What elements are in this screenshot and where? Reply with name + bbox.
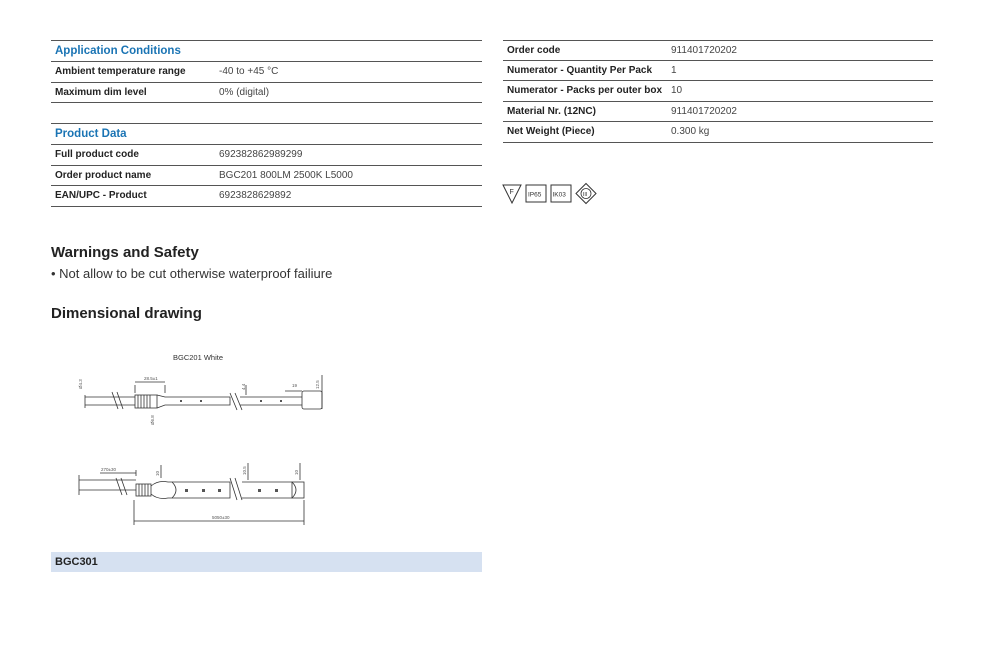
product-data-title: Product Data bbox=[51, 123, 482, 145]
application-conditions-title: Application Conditions bbox=[51, 40, 482, 62]
dim-label: 5050±30 bbox=[212, 515, 230, 520]
order-data-table bbox=[503, 40, 933, 143]
warnings-title: Warnings and Safety bbox=[51, 244, 199, 261]
table-row bbox=[51, 166, 482, 187]
svg-text:IP65: IP65 bbox=[528, 191, 542, 199]
application-conditions-table bbox=[51, 40, 482, 103]
class-iii-icon bbox=[576, 184, 596, 204]
row-key: EAN/UPC - Product bbox=[55, 190, 147, 202]
row-value: 0% (digital) bbox=[219, 86, 270, 98]
row-key: Order code bbox=[507, 44, 561, 56]
table-row bbox=[503, 40, 933, 61]
row-value: 0.300 kg bbox=[671, 126, 710, 138]
dim-label: 10 bbox=[294, 469, 299, 475]
f-mark-icon bbox=[503, 185, 521, 203]
row-key: Full product code bbox=[55, 149, 139, 161]
row-value: BGC201 800LM 2500K L5000 bbox=[219, 169, 353, 181]
row-value: 692382862989299 bbox=[219, 149, 303, 161]
table-row bbox=[51, 62, 482, 83]
row-value: -40 to +45 °C bbox=[219, 66, 279, 78]
row-key: Numerator - Quantity Per Pack bbox=[507, 64, 653, 76]
table-row bbox=[51, 186, 482, 207]
table-row bbox=[503, 102, 933, 123]
table-row bbox=[51, 83, 482, 104]
top-view-marks bbox=[180, 400, 282, 402]
product-data-table bbox=[51, 123, 482, 207]
row-key: Order product name bbox=[55, 169, 152, 181]
table-row bbox=[503, 61, 933, 82]
dim-label: Ø6.8 bbox=[150, 415, 155, 425]
row-key: Maximum dim level bbox=[55, 86, 147, 98]
row-value: 6923828629892 bbox=[219, 190, 292, 202]
svg-text:F: F bbox=[509, 189, 514, 196]
table-row bbox=[51, 145, 482, 166]
dim-label: 28.5±1 bbox=[144, 376, 158, 381]
dim-label: 4.4 bbox=[241, 383, 246, 390]
dim-label: 12.5 bbox=[315, 380, 320, 389]
product-section-band: BGC301 bbox=[51, 552, 482, 572]
row-key: Numerator - Packs per outer box bbox=[507, 85, 663, 97]
row-value: 911401720202 bbox=[671, 105, 737, 117]
svg-text:IK03: IK03 bbox=[552, 191, 566, 199]
row-value: 1 bbox=[671, 64, 677, 76]
table-row bbox=[503, 122, 933, 143]
dimensional-title: Dimensional drawing bbox=[51, 305, 202, 322]
drawing-label: BGC201 White bbox=[173, 353, 224, 362]
bottom-view-marks bbox=[185, 489, 278, 492]
row-key: Net Weight (Piece) bbox=[507, 126, 595, 138]
ip-rating-icon bbox=[526, 185, 546, 202]
certification-icons bbox=[501, 182, 601, 206]
ik-rating-icon bbox=[551, 185, 571, 202]
table-row bbox=[503, 81, 933, 102]
row-key: Material Nr. (12NC) bbox=[507, 105, 596, 117]
top-view bbox=[85, 375, 322, 410]
warning-bullet: • Not allow to be cut otherwise waterproof failiure bbox=[51, 266, 333, 281]
dim-label: 10 bbox=[155, 470, 160, 476]
svg-text:III: III bbox=[582, 191, 588, 198]
dimensional-drawing bbox=[70, 345, 340, 535]
dim-label: 19 bbox=[292, 383, 298, 388]
row-value: 911401720202 bbox=[671, 44, 737, 56]
row-value: 10 bbox=[671, 85, 683, 97]
row-key: Ambient temperature range bbox=[55, 66, 186, 78]
dim-label: 10.5 bbox=[242, 466, 247, 475]
dim-label: 270±30 bbox=[101, 467, 116, 472]
dim-label: Ø4.3 bbox=[78, 379, 83, 389]
bottom-view bbox=[79, 463, 304, 525]
